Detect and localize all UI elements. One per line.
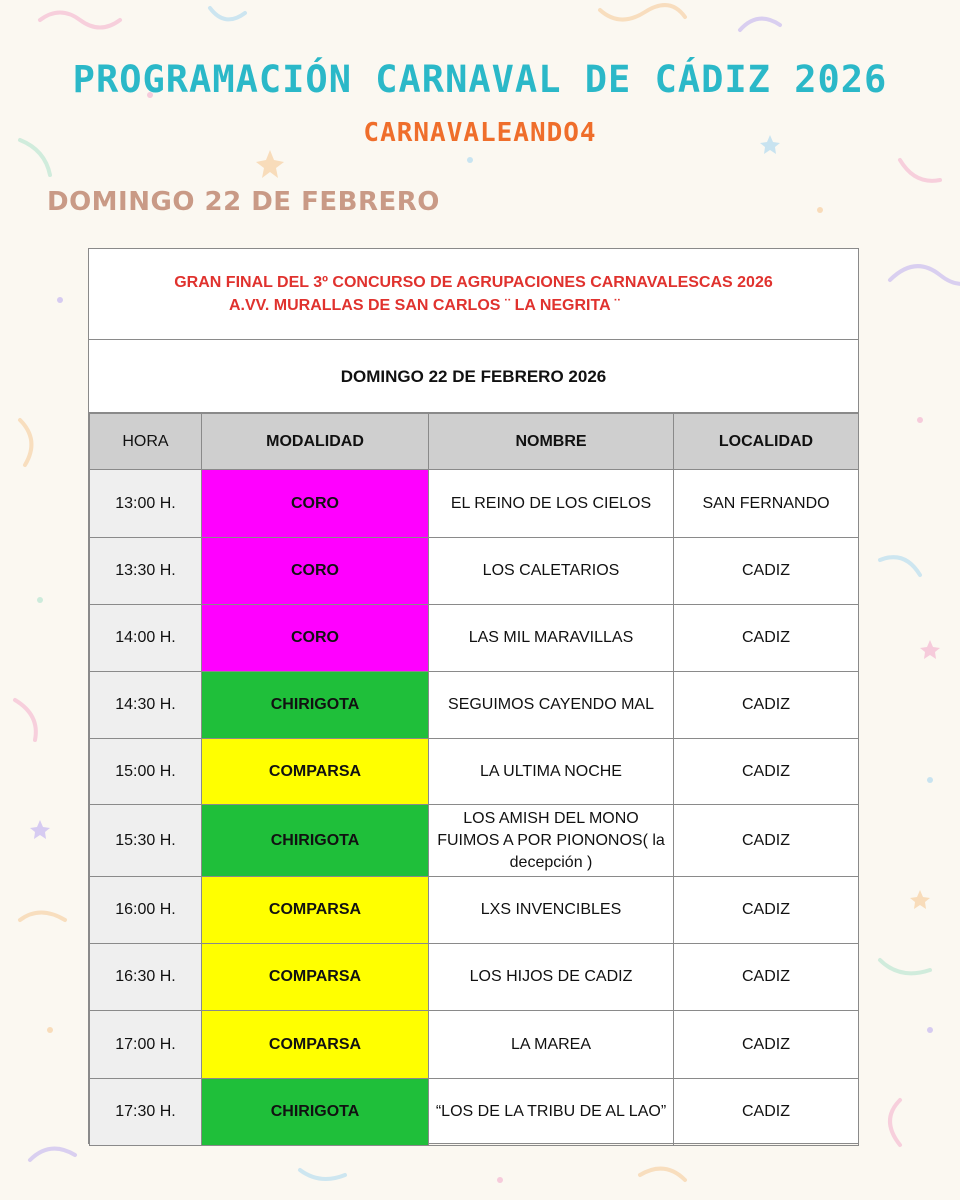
cell-nombre: LOS AMISH DEL MONO FUIMOS A POR PIONONOS( la decepción ) bbox=[429, 805, 674, 877]
cell-hora: 16:00 H. bbox=[90, 877, 202, 944]
column-header-localidad: LOCALIDAD bbox=[674, 414, 859, 470]
cell-nombre: EL REINO DE LOS CIELOS bbox=[429, 470, 674, 538]
table-row bbox=[90, 470, 859, 538]
subtitle: CARNAVALEANDO4 bbox=[363, 118, 597, 148]
cell-modalidad: COMPARSA bbox=[202, 944, 429, 1011]
cell-nombre: LAS MIL MARAVILLAS bbox=[429, 605, 674, 672]
cell-nombre: LOS HIJOS DE CADIZ bbox=[429, 944, 674, 1011]
schedule-table bbox=[89, 413, 859, 1146]
table-row bbox=[90, 739, 859, 805]
page-title: PROGRAMACIÓN CARNAVAL DE CÁDIZ 2026 bbox=[72, 58, 888, 101]
table-row bbox=[90, 805, 859, 877]
cell-hora: 13:30 H. bbox=[90, 538, 202, 605]
cell-hora: 15:00 H. bbox=[90, 739, 202, 805]
cell-nombre: LOS CALETARIOS bbox=[429, 538, 674, 605]
cell-localidad: CADIZ bbox=[674, 805, 859, 877]
cell-hora: 13:00 H. bbox=[90, 470, 202, 538]
contest-heading-line1: GRAN FINAL DEL 3º CONCURSO DE AGRUPACIONES CARNAVALESCAS 2026 bbox=[174, 274, 773, 291]
cell-localidad: CADIZ bbox=[674, 538, 859, 605]
contest-heading bbox=[89, 249, 858, 340]
cell-nombre: SEGUIMOS CAYENDO MAL bbox=[429, 672, 674, 739]
cell-localidad: CADIZ bbox=[674, 877, 859, 944]
cell-modalidad: CORO bbox=[202, 470, 429, 538]
cell-hora: 16:30 H. bbox=[90, 944, 202, 1011]
cell-modalidad: CHIRIGOTA bbox=[202, 805, 429, 877]
table-header-row bbox=[90, 414, 859, 470]
cell-localidad: SAN FERNANDO bbox=[674, 470, 859, 538]
cell-nombre: LA ULTIMA NOCHE bbox=[429, 739, 674, 805]
cell-hora: 17:30 H. bbox=[90, 1079, 202, 1146]
cell-hora: 14:30 H. bbox=[90, 672, 202, 739]
cell-localidad: CADIZ bbox=[674, 672, 859, 739]
contest-heading-line2: A.VV. MURALLAS DE SAN CARLOS ¨ LA NEGRITA ¨ bbox=[229, 297, 620, 314]
table-row bbox=[90, 538, 859, 605]
schedule-date: DOMINGO 22 DE FEBRERO 2026 bbox=[89, 340, 858, 413]
table-row bbox=[90, 1011, 859, 1079]
cell-modalidad: COMPARSA bbox=[202, 1011, 429, 1079]
schedule-sheet bbox=[88, 248, 859, 1144]
table-row bbox=[90, 944, 859, 1011]
table-row bbox=[90, 672, 859, 739]
day-label: DOMINGO 22 DE FEBRERO bbox=[47, 187, 440, 217]
cell-modalidad: COMPARSA bbox=[202, 877, 429, 944]
cell-hora: 17:00 H. bbox=[90, 1011, 202, 1079]
column-header-nombre: NOMBRE bbox=[429, 414, 674, 470]
cell-modalidad: CHIRIGOTA bbox=[202, 672, 429, 739]
cell-localidad: CADIZ bbox=[674, 739, 859, 805]
table-row bbox=[90, 1079, 859, 1146]
cell-localidad: CADIZ bbox=[674, 944, 859, 1011]
cell-nombre: “LOS DE LA TRIBU DE AL LAO” bbox=[429, 1079, 674, 1146]
cell-localidad: CADIZ bbox=[674, 605, 859, 672]
cell-nombre: LXS INVENCIBLES bbox=[429, 877, 674, 944]
cell-localidad: CADIZ bbox=[674, 1079, 859, 1146]
cell-nombre: LA MAREA bbox=[429, 1011, 674, 1079]
cell-modalidad: COMPARSA bbox=[202, 739, 429, 805]
column-header-hora: HORA bbox=[90, 414, 202, 470]
cell-modalidad: CORO bbox=[202, 605, 429, 672]
cell-localidad: CADIZ bbox=[674, 1011, 859, 1079]
cell-modalidad: CORO bbox=[202, 538, 429, 605]
cell-modalidad: CHIRIGOTA bbox=[202, 1079, 429, 1146]
column-header-modalidad: MODALIDAD bbox=[202, 414, 429, 470]
table-row bbox=[90, 605, 859, 672]
table-row bbox=[90, 877, 859, 944]
cell-hora: 14:00 H. bbox=[90, 605, 202, 672]
cell-hora: 15:30 H. bbox=[90, 805, 202, 877]
